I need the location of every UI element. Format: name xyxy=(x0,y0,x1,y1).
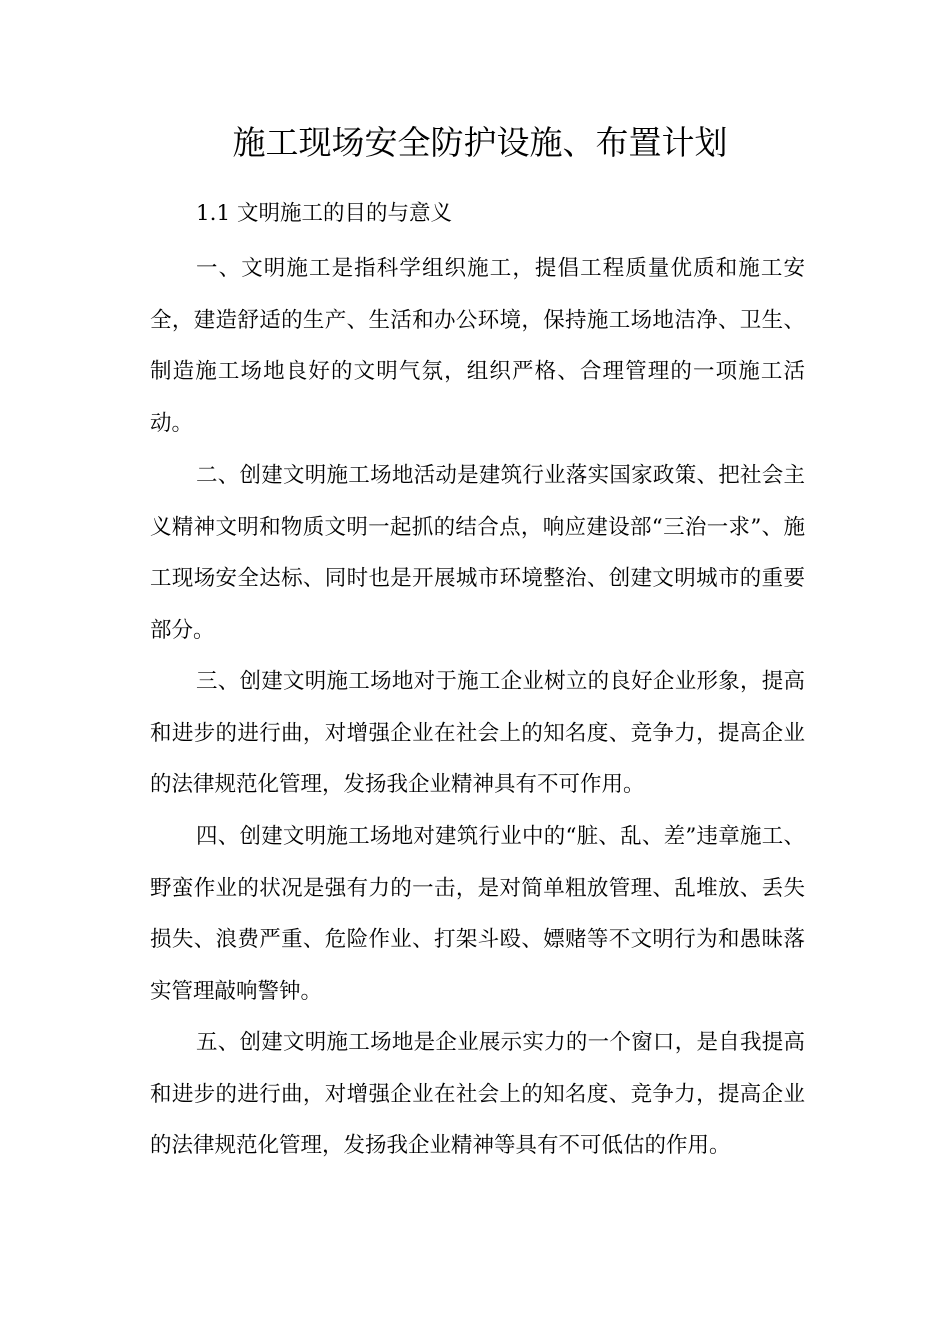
section-heading: 1.1 文明施工的目的与意义 xyxy=(196,201,453,226)
paragraph-1: 一、文明施工是指科学组织施工，提倡工程质量优质和施工安全，建造舒适的生产、生活和办公环境，保持施工场地洁净、卫生、制造施工场地良好的文明气氛，组织严格、合理管理的一项施工活动。 xyxy=(150,256,805,436)
paragraph-2: 二、创建文明施工场地活动是建筑行业落实国家政策、把社会主义精神文明和物质文明一起抓的结合点，响应建设部“三治一求”、施工现场安全达标、同时也是开展城市环境整治、创建文明城市的重要部分。 xyxy=(150,463,805,643)
paragraph-3: 三、创建文明施工场地对于施工企业树立的良好企业形象，提高和进步的进行曲，对增强企业在社会上的知名度、竞争力，提高企业的法律规范化管理，发扬我企业精神具有不可作用。 xyxy=(150,669,805,798)
paragraph-5: 五、创建文明施工场地是企业展示实力的一个窗口，是自我提高和进步的进行曲，对增强企业在社会上的知名度、竞争力，提高企业的法律规范化管理，发扬我企业精神等具有不可低估的作用。 xyxy=(150,1030,805,1159)
document-title: 施工现场安全防护设施、布置计划 xyxy=(232,123,728,162)
paragraph-4: 四、创建文明施工场地对建筑行业中的“脏、乱、差”违章施工、野蛮作业的状况是强有力的一击，是对简单粗放管理、乱堆放、丢失损失、浪费严重、危险作业、打架斗殴、嫖赌等不文明行为和愚昧落实管理敲响警钟。 xyxy=(150,824,805,1004)
